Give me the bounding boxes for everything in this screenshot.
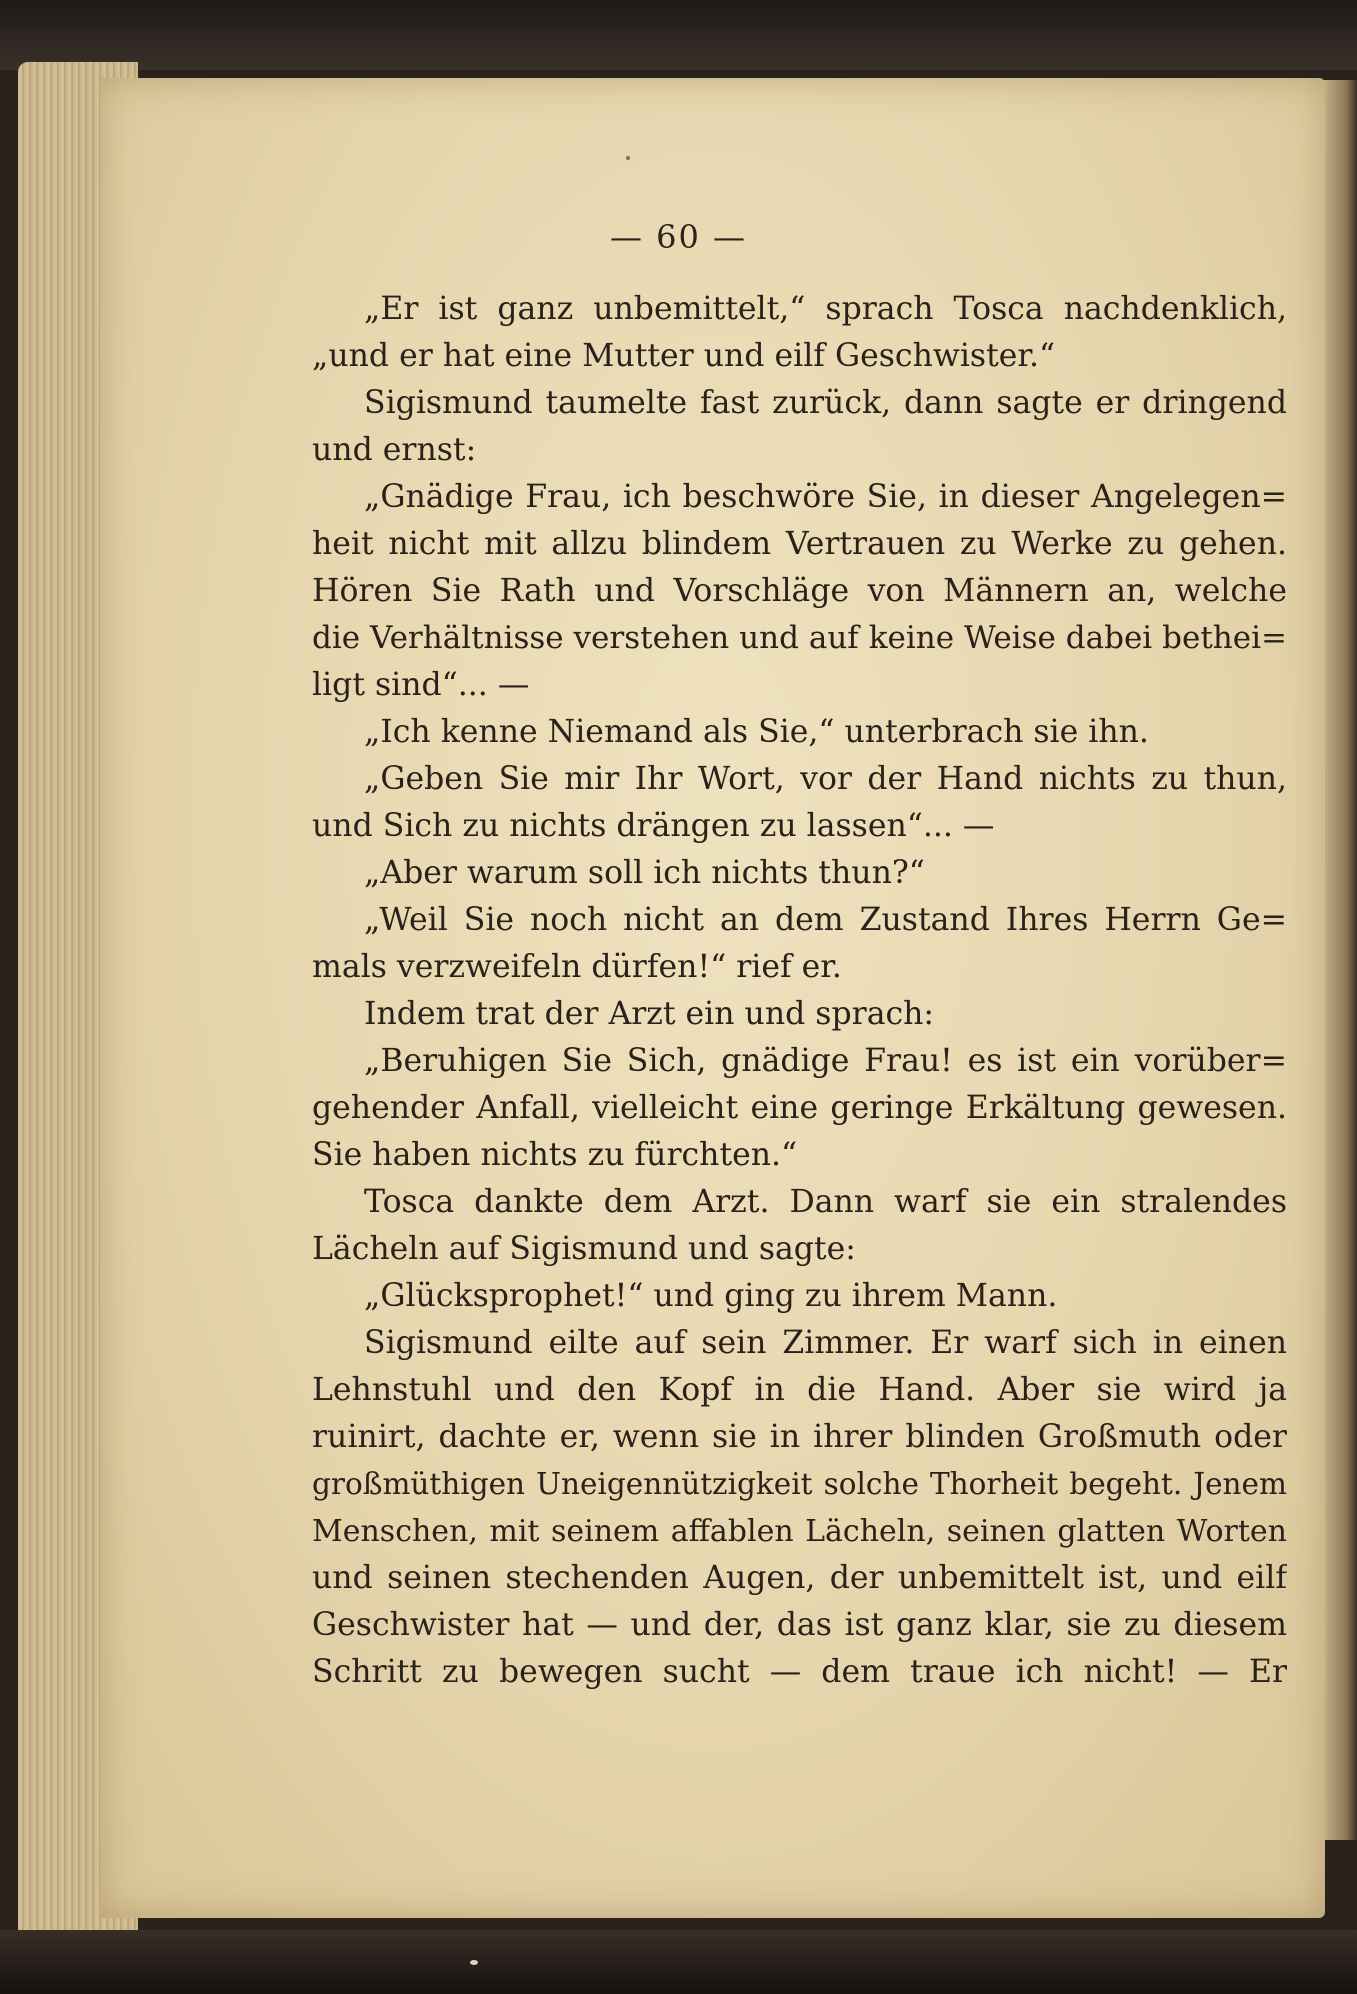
text-line: „Ich kenne Niemand als Sie,“ unterbrach sie ihn. [364,714,1149,750]
book-cover-bottom [0,1930,1357,1994]
text-line: die Verhältnisse verstehen und auf keine Weise dabei bethei= [312,620,1287,656]
text-line: „und er hat eine Mutter und eilf Geschwister.“ [312,338,1056,374]
text-line: „Weil Sie noch nicht an dem Zustand Ihres Herrn Ge= [364,902,1287,938]
text-line: „Beruhigen Sie Sich, gnädige Frau! es ist ein vorüber= [364,1043,1287,1079]
text-line: heit nicht mit allzu blindem Vertrauen zu Werke zu gehen. [312,526,1287,562]
text-line: und Sich zu nichts drängen zu lassen“... — [312,808,995,844]
text-line: Geschwister hat — und der, das ist ganz klar, sie zu diesem [312,1607,1287,1643]
text-line: „Gnädige Frau, ich beschwöre Sie, in dieser Angelegen= [364,479,1287,515]
text-line: und seinen stechenden Augen, der unbemittelt ist, und eilf [312,1560,1287,1596]
text-line: Lehnstuhl und den Kopf in die Hand. Aber sie wird ja [312,1372,1287,1408]
text-line: ligt sind“... — [312,667,530,703]
page-edges-right [1320,80,1357,1840]
text-line: Schritt zu bewegen sucht — dem traue ich nicht! — Er [312,1654,1287,1690]
text-line: Hören Sie Rath und Vorschläge von Männern an, welche [312,573,1287,609]
text-line: gehender Anfall, vielleicht eine geringe Erkältung gewesen. [312,1090,1287,1126]
book-cover-top [0,0,1357,70]
text-line: „Glücksprophet!“ und ging zu ihrem Mann. [364,1278,1058,1314]
text-line: Sigismund taumelte fast zurück, dann sagte er dringend [364,385,1287,421]
text-line: Lächeln auf Sigismund und sagte: [312,1231,856,1267]
text-line: Indem trat der Arzt ein und sprach: [364,996,935,1032]
paper-fleck [470,1960,478,1965]
text-line: „Er ist ganz unbemittelt,“ sprach Tosca nachdenklich, [364,291,1287,327]
text-line: Menschen, mit seinem affablen Lächeln, seinen glatten Worten [312,1514,1287,1549]
text-line: Sigismund eilte auf sein Zimmer. Er warf sich in einen [364,1325,1287,1361]
text-line: ruinirt, dachte er, wenn sie in ihrer blinden Großmuth oder [312,1419,1287,1455]
text-line: und ernst: [312,432,477,468]
page-number: — 60 — [609,218,748,256]
text-line: „Geben Sie mir Ihr Wort, vor der Hand nichts zu thun, [364,761,1287,797]
text-line: mals verzweifeln dürfen!“ rief er. [312,949,842,985]
text-line: Sie haben nichts zu fürchten.“ [312,1137,798,1173]
paper-fleck [626,156,630,160]
text-line: großmüthigen Uneigennützigkeit solche Thorheit begeht. Jenem [312,1467,1287,1501]
body-text [312,286,1287,1696]
text-line: Tosca dankte dem Arzt. Dann warf sie ein stralendes [364,1184,1287,1220]
text-line: „Aber warum soll ich nichts thun?“ [364,855,925,891]
